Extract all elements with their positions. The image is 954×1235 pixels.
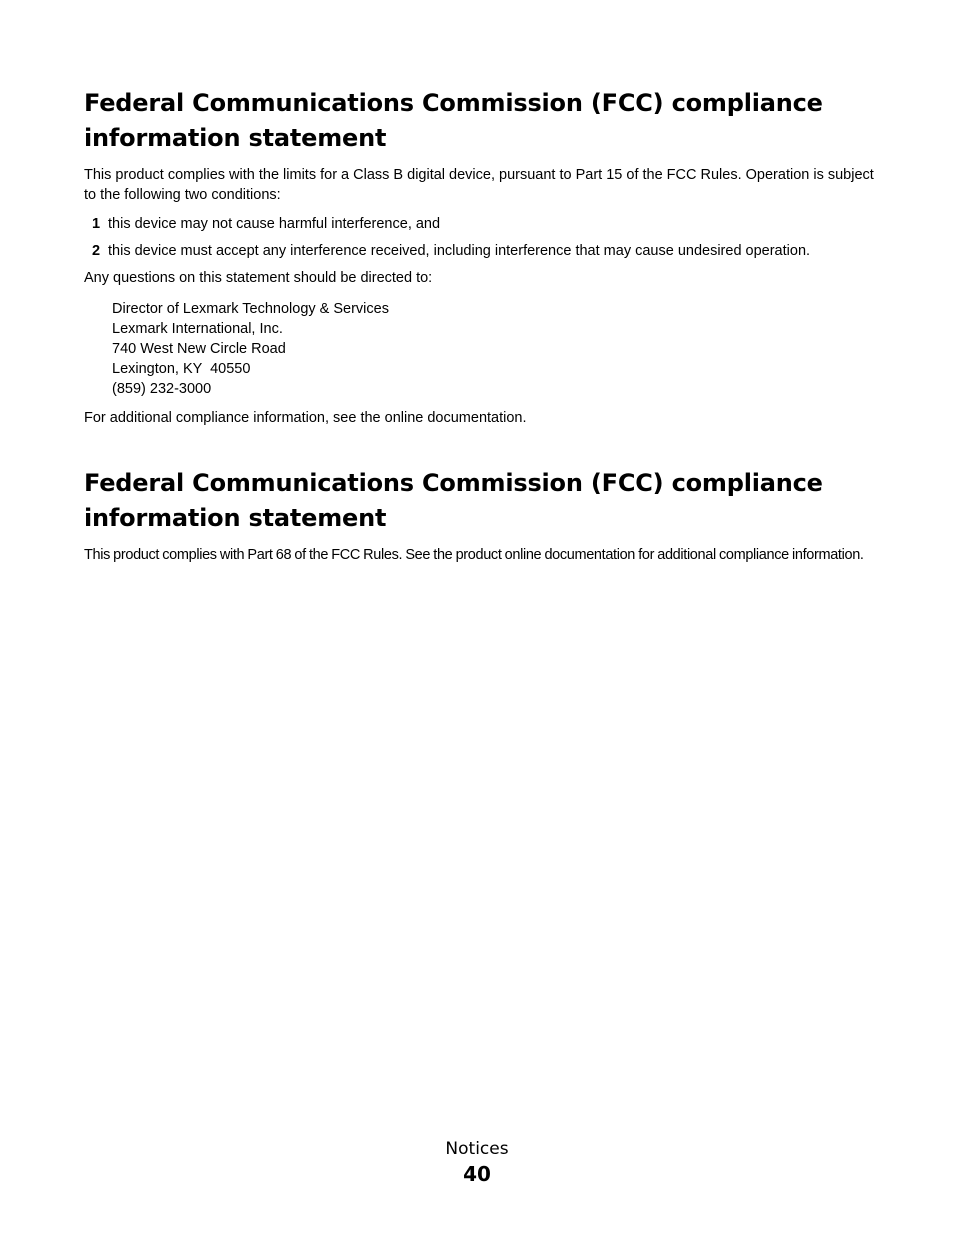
fcc-part15-section	[84, 86, 874, 428]
address-line: 740 West New Circle Road	[112, 340, 286, 357]
list-number: 2	[91, 242, 101, 259]
list-text: this device must accept any interference received, including interference that may cause undesired operation.	[108, 242, 811, 259]
contact-address	[112, 299, 874, 399]
intro-paragraph: This product complies with the limits for a Class B digital device, pursuant to Part 15 of the FCC Rules. Operation is subject to the following two conditions:	[84, 167, 874, 203]
conditions-list	[84, 215, 874, 261]
document-page	[84, 86, 874, 576]
list-text: this device may not cause harmful interference, and	[108, 216, 441, 232]
section-heading: Federal Communications Commission (FCC) compliance information statement	[84, 89, 823, 152]
additional-info-paragraph: For additional compliance information, see the online documentation.	[84, 409, 527, 426]
section-heading: Federal Communications Commission (FCC) compliance information statement	[84, 469, 823, 532]
page-footer	[0, 1138, 954, 1188]
questions-paragraph: Any questions on this statement should be directed to:	[84, 270, 433, 286]
footer-section-label: Notices	[445, 1139, 509, 1159]
address-line: Lexington, KY 40550	[112, 360, 251, 377]
address-line: (859) 232-3000	[112, 380, 212, 397]
address-line: Lexmark International, Inc.	[112, 320, 283, 337]
list-number: 1	[91, 216, 101, 232]
fcc-part68-section	[84, 466, 874, 566]
list-item	[84, 215, 874, 235]
part68-paragraph: This product complies with Part 68 of the FCC Rules. See the product online documentation for additional compliance information.	[84, 547, 864, 563]
address-line: Director of Lexmark Technology & Services	[112, 300, 389, 317]
page-number: 40	[463, 1162, 491, 1186]
list-item	[84, 242, 874, 262]
